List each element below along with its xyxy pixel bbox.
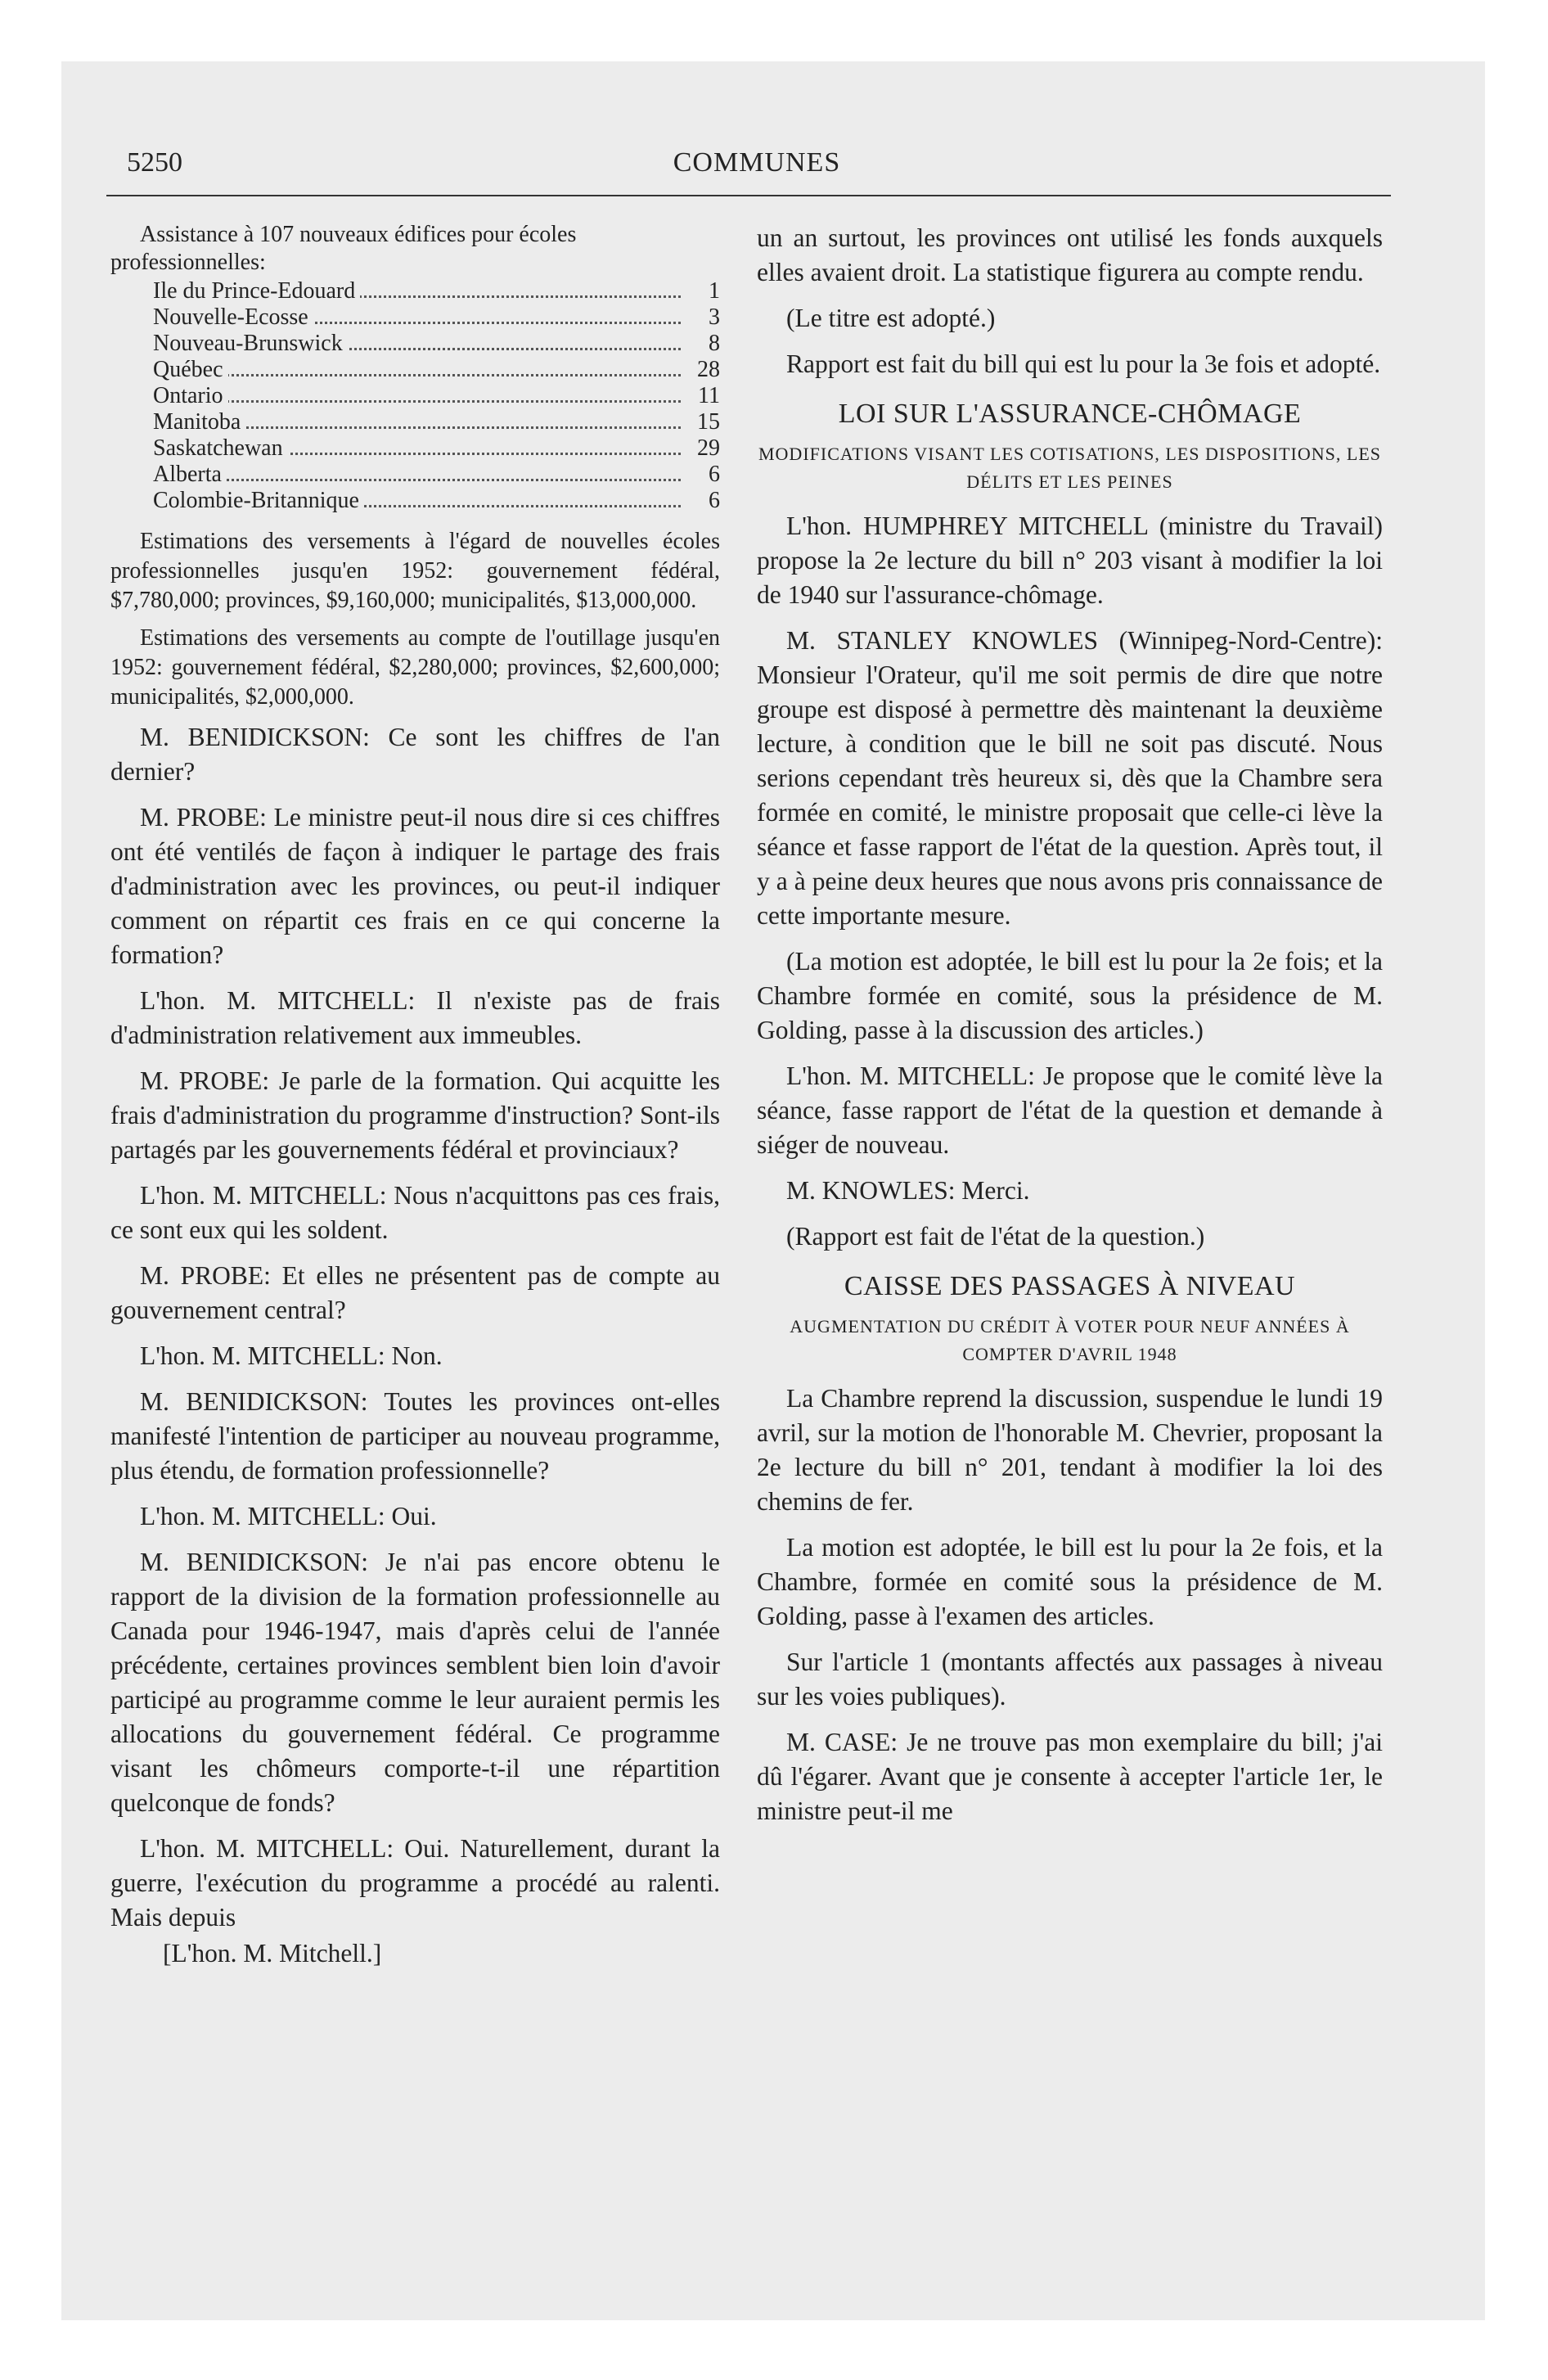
paragraph: M. CASE: Je ne trouve pas mon exemplaire du bill; j'ai dû l'égarer. Avant que je consente à accepter l'article 1er, le ministre peut-il me	[757, 1728, 1383, 1825]
section-heading: CAISSE DES PASSAGES À NIVEAU	[844, 1271, 1296, 1301]
paragraph: (Rapport est fait de l'état de la question.)	[786, 1222, 1205, 1251]
paragraph: M. PROBE: Je parle de la formation. Qui acquitte les frais d'administration du programme d'instruction? Sont-ils partagés par les gouvernements fédéral et provinciaux?	[110, 1066, 720, 1164]
table-row: Saskatchewan 29	[153, 435, 720, 461]
running-head: COMMUNES	[673, 147, 841, 178]
paragraph: Estimations des versements à l'égard de nouvelles écoles professionnelles jusqu'en 1952: gouvernement fédéral, $7,780,000; provinces, $9,160,000; municipalités, $13,000,000.	[110, 529, 720, 613]
paragraph: L'hon. M. MITCHELL: Oui. Naturellement, durant la guerre, l'exécution du programme a procédé au ralenti. Mais depuis	[110, 1834, 720, 1931]
paragraph: La motion est adoptée, le bill est lu pour la 2e fois, et la Chambre, formée en comité sous la présidence de M. Golding, passe à l'examen des articles.	[757, 1533, 1383, 1630]
table-row: Québec 28	[153, 357, 720, 382]
footer-reference: [L'hon. M. Mitchell.]	[163, 1939, 382, 1968]
paragraph: M. PROBE: Le ministre peut-il nous dire si ces chiffres ont été ventilés de façon à indiquer le partage des frais d'administration avec les provinces, ou peut-il indiquer comment on répartit ces frais en ce qui concerne la formation?	[110, 803, 720, 969]
right-column	[757, 221, 1383, 1840]
table-row: Nouvelle-Ecosse 3	[153, 304, 720, 330]
paragraph: L'hon. M. MITCHELL: Nous n'acquittons pas ces frais, ce sont eux qui les soldent.	[110, 1181, 720, 1244]
page-number: 5250	[127, 147, 182, 178]
paragraph: M. BENIDICKSON: Toutes les provinces ont-elles manifesté l'intention de participer au nouveau programme, plus étendu, de formation professionnelle?	[110, 1387, 720, 1485]
paragraph: M. BENIDICKSON: Je n'ai pas encore obtenu le rapport de la division de la formation professionnelle au Canada pour 1946-1947, mais d'après celui de l'année précédente, certaines provinces semblent bien loin d'avoir participé au programme comme le leur auraient permis les allocations du gouvernement fédéral. Ce programme visant les chômeurs comporte-t-il une répartition quelconque de fonds?	[110, 1548, 720, 1817]
page-header	[127, 147, 1387, 193]
table-row: Ile du Prince-Edouard 1	[153, 278, 720, 304]
paragraph: L'hon. M. MITCHELL: Il n'existe pas de frais d'administration relativement aux immeubles.	[110, 986, 720, 1049]
paragraph: La Chambre reprend la discussion, suspendue le lundi 19 avril, sur la motion de l'honorable M. Chevrier, proposant la 2e lecture du bill n° 201, tendant à modifier la loi des chemins de fer.	[757, 1384, 1383, 1516]
paragraph: M. BENIDICKSON: Ce sont les chiffres de l'an dernier?	[110, 723, 720, 786]
intro-text: Assistance à 107 nouveaux édifices pour écoles professionnelles:	[110, 222, 577, 275]
section-subheading: MODIFICATIONS VISANT LES COTISATIONS, LES DISPOSITIONS, LES DÉLITS ET LES PEINES	[758, 444, 1382, 492]
table-row: Alberta 6	[153, 462, 720, 487]
paragraph: L'hon. M. MITCHELL: Oui.	[140, 1502, 437, 1530]
paragraph: L'hon. HUMPHREY MITCHELL (ministre du Travail) propose la 2e lecture du bill n° 203 visant à modifier la loi de 1940 sur l'assurance-chômage.	[757, 512, 1383, 609]
header-rule	[106, 195, 1391, 196]
paragraph: Sur l'article 1 (montants affectés aux passages à niveau sur les voies publiques).	[757, 1648, 1383, 1711]
province-table	[153, 278, 720, 514]
paragraph: Rapport est fait du bill qui est lu pour la 3e fois et adopté.	[786, 349, 1381, 378]
paragraph: M. STANLEY KNOWLES (Winnipeg-Nord-Centre): Monsieur l'Orateur, qu'il me soit permis de dire que notre groupe est disposé à permettre dès maintenant la deuxième lecture, à condition que le bill ne soit pas discuté. Nous serions cependant très heureux si, dès que la Chambre sera formée en comité, le ministre proposait que celle-ci lève la séance et fasse rapport de l'état de la question. Après tout, il y a à peine deux heures que nous avons pris connaissance de cette importante mesure.	[757, 626, 1383, 930]
table-row: Manitoba 15	[153, 409, 720, 435]
paragraph: M. KNOWLES: Merci.	[786, 1176, 1030, 1205]
paragraph: L'hon. M. MITCHELL: Je propose que le comité lève la séance, fasse rapport de l'état de la question et demande à siéger de nouveau.	[757, 1062, 1383, 1159]
left-column	[110, 221, 720, 1971]
section-subheading: AUGMENTATION DU CRÉDIT À VOTER POUR NEUF ANNÉES À COMPTER D'AVRIL 1948	[790, 1316, 1350, 1364]
paragraph: Estimations des versements au compte de l'outillage jusqu'en 1952: gouvernement fédéral, $2,280,000; provinces, $2,600,000; municipalités, $2,000,000.	[110, 625, 720, 710]
section-heading: LOI SUR L'ASSURANCE-CHÔMAGE	[838, 399, 1302, 429]
paragraph: (Le titre est adopté.)	[786, 304, 996, 332]
table-row: Colombie-Britannique 6	[153, 488, 720, 513]
paragraph: L'hon. M. MITCHELL: Non.	[140, 1341, 443, 1370]
table-row: Ontario 11	[153, 383, 720, 408]
paragraph: un an surtout, les provinces ont utilisé les fonds auxquels elles avaient droit. La statistique figurera au compte rendu.	[757, 223, 1383, 286]
paragraph: (La motion est adoptée, le bill est lu pour la 2e fois; et la Chambre formée en comité, sous la présidence de M. Golding, passe à la discussion des articles.)	[757, 947, 1383, 1044]
table-row: Nouveau-Brunswick 8	[153, 331, 720, 356]
paragraph: M. PROBE: Et elles ne présentent pas de compte au gouvernement central?	[110, 1261, 720, 1324]
